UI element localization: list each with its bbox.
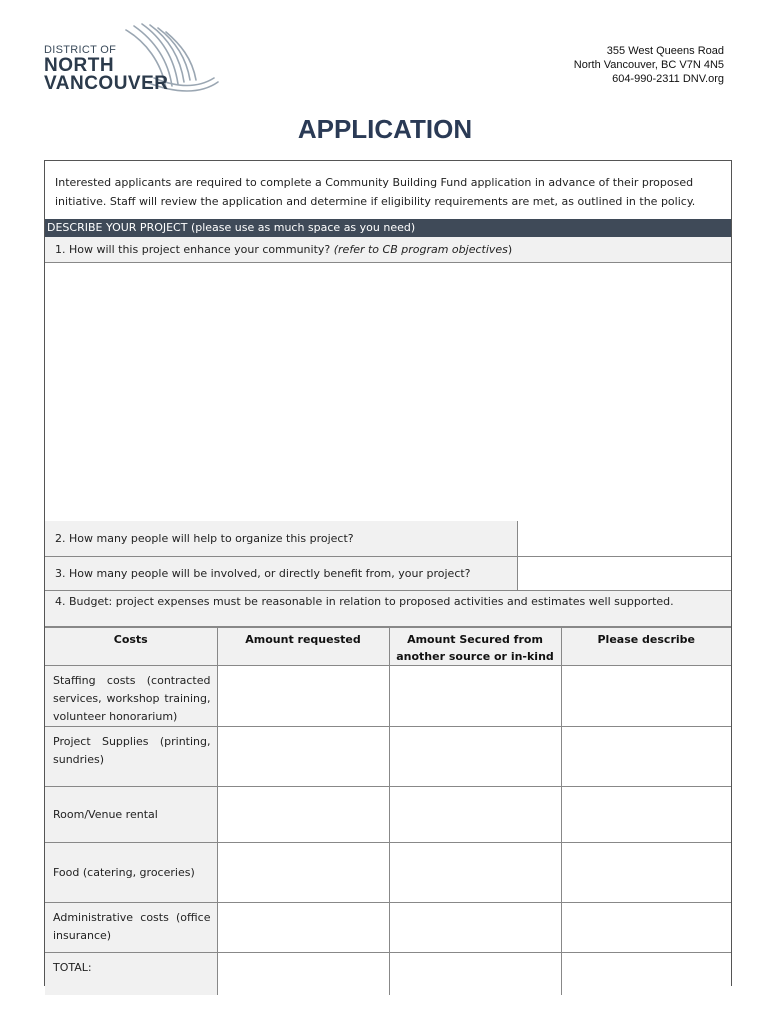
question-3 (45, 557, 731, 591)
question-3-answer-field[interactable] (517, 557, 731, 590)
table-row (45, 903, 731, 953)
budget-table (45, 627, 731, 995)
address-contact: 604-990-2311 DNV.org (612, 73, 724, 85)
row-label-venue: Room/Venue rental (45, 787, 217, 843)
header-please-describe: Please describe (561, 628, 731, 666)
header-amount-secured: Amount Secured from another source or in-kind (389, 628, 561, 666)
venue-amount-secured[interactable] (389, 787, 561, 843)
header-costs: Costs (45, 628, 217, 666)
header-amount-requested: Amount requested (217, 628, 389, 666)
food-description[interactable] (561, 843, 731, 903)
table-row (45, 787, 731, 843)
question-2-text: 2. How many people will help to organize this project? (55, 532, 354, 545)
supplies-amount-requested[interactable] (217, 727, 389, 787)
question-2 (45, 521, 731, 557)
logo-line-vancouver: VANCOUVER (44, 73, 169, 94)
question-4-text: 4. Budget: project expenses must be reasonable in relation to proposed activities and estimates well supported. (55, 595, 674, 608)
supplies-description[interactable] (561, 727, 731, 787)
row-label-food: Food (catering, groceries) (45, 843, 217, 903)
question-1-answer-area[interactable] (45, 263, 731, 522)
table-row (45, 727, 731, 787)
staffing-amount-requested[interactable] (217, 666, 389, 727)
venue-amount-requested[interactable] (217, 787, 389, 843)
question-1-hint: (refer to CB program objectives (333, 243, 508, 256)
row-label-administrative: Administrative costs (office insurance) (45, 903, 217, 953)
staffing-description[interactable] (561, 666, 731, 727)
admin-description[interactable] (561, 903, 731, 953)
page-title: APPLICATION (297, 114, 473, 144)
question-1-text: 1. How will this project enhance your community? (55, 243, 334, 256)
table-row (45, 953, 731, 995)
logo-line-district: DISTRICT OF (44, 44, 117, 56)
supplies-amount-secured[interactable] (389, 727, 561, 787)
question-3-text: 3. How many people will be involved, or directly benefit from, your project? (55, 567, 471, 580)
intro-text: Interested applicants are required to complete a Community Building Fund application in advance of their proposed initiative. Staff will review the application and determine if eligibility requirements are met, as outlined in the policy. (55, 176, 696, 208)
address-block (574, 44, 724, 86)
row-label-staffing: Staffing costs (contracted services, workshop training, volunteer honorarium) (45, 666, 217, 727)
food-amount-requested[interactable] (217, 843, 389, 903)
admin-amount-requested[interactable] (217, 903, 389, 953)
address-city: North Vancouver, BC V7N 4N5 (573, 59, 724, 71)
question-1 (45, 237, 731, 263)
total-amount-secured[interactable] (389, 953, 561, 995)
logo-line-north: NORTH (44, 55, 115, 76)
total-description[interactable] (561, 953, 731, 995)
section-header: DESCRIBE YOUR PROJECT (please use as much space as you need) (45, 219, 731, 237)
address-street: 355 West Queens Road (606, 45, 724, 57)
district-logo (44, 22, 219, 97)
question-4 (45, 591, 731, 627)
budget-header-row (45, 628, 731, 666)
question-1-close: ) (507, 243, 513, 256)
question-2-answer-field[interactable] (517, 521, 731, 556)
food-amount-secured[interactable] (389, 843, 561, 903)
table-row (45, 666, 731, 727)
admin-amount-secured[interactable] (389, 903, 561, 953)
row-label-total: TOTAL: (45, 953, 217, 995)
staffing-amount-secured[interactable] (389, 666, 561, 727)
table-row (45, 843, 731, 903)
venue-description[interactable] (561, 787, 731, 843)
total-amount-requested[interactable] (217, 953, 389, 995)
application-form (44, 160, 732, 986)
row-label-supplies: Project Supplies (printing, sundries) (45, 727, 217, 787)
